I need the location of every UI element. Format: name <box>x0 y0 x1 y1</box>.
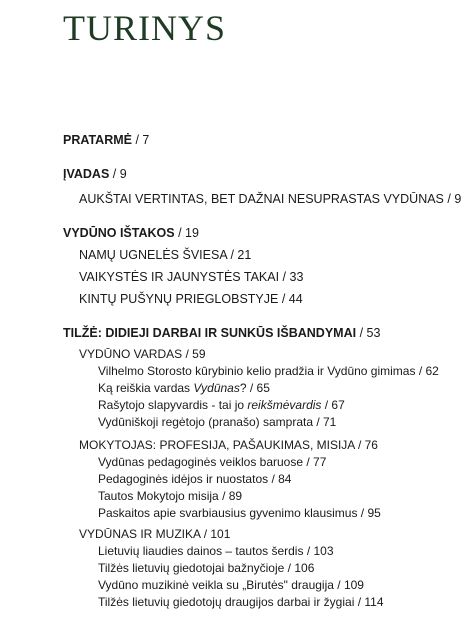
toc-subsection <box>98 454 326 470</box>
toc-entry-title: Vydūnas pedagoginės veiklos baruose <box>98 455 304 469</box>
toc-page-number: / 44 <box>281 292 303 306</box>
toc-page-number: / 19 <box>178 226 199 240</box>
toc-entry-title: NAMŲ UGNELĖS ŠVIESA <box>79 248 227 262</box>
toc-page-number: / 21 <box>230 248 252 262</box>
toc-page-number: / 59 <box>185 347 206 361</box>
toc-entry-title-start: Rašytojo slapyvardis - tai jo <box>98 398 248 412</box>
toc-page-number: / 106 <box>287 561 315 575</box>
toc-entry-title: Paskaitos apie svarbiausius gyvenimo klausimus <box>98 506 358 520</box>
toc-part-istakos <box>63 225 199 241</box>
toc-entry-title: MOKYTOJAS: PROFESIJA, PAŠAUKIMAS, MISIJA <box>79 438 355 452</box>
toc-chapter <box>79 247 251 263</box>
toc-page-number: / 33 <box>282 270 304 284</box>
toc-entry-title-end: ? <box>239 381 247 395</box>
toc-page-number: / 103 <box>306 544 334 558</box>
toc-entry-title-start: Ką reiškia vardas <box>98 381 194 395</box>
toc-entry-title: Pedagoginės idėjos ir nuostatos <box>98 472 269 486</box>
toc-entry-title: VYDŪNAS IR MUZIKA <box>79 527 201 541</box>
toc-page-number: / 9 <box>112 167 127 181</box>
toc-page-number: / 76 <box>357 438 378 452</box>
toc-entry-title: AUKŠTAI VERTINTAS, BET DAŽNAI NESUPRASTAS VYDŪNAS <box>79 192 444 206</box>
toc-entry-title: Tautos Mokytojo misija <box>98 489 219 503</box>
toc-subsection <box>98 560 314 576</box>
toc-entry-title: Vydūniškoji regėtojo (pranašo) samprata <box>98 415 313 429</box>
toc-entry-title: Tilžės lietuvių giedotojai bažnyčioje <box>98 561 285 575</box>
toc-entry-title: Tilžės lietuvių giedotojų draugijos darbai ir žygiai <box>98 595 355 609</box>
toc-page-number: / 95 <box>360 506 381 520</box>
toc-page-number: / 7 <box>135 133 150 147</box>
toc-chapter <box>79 526 230 542</box>
toc-page-number: / 62 <box>418 364 439 378</box>
toc-entry-title: ĮVADAS <box>63 167 110 181</box>
toc-part-ivadas <box>63 166 127 182</box>
toc-entry-title-emphasis: Vydūnas <box>193 381 240 395</box>
toc-part-tilze <box>63 325 380 341</box>
toc-page-number: / 77 <box>306 455 327 469</box>
toc-entry-title: Vydūno muzikinė veikla su „Birutės" draugija <box>98 578 334 592</box>
toc-entry-title: VAIKYSTĖS IR JAUNYSTĖS TAKAI <box>79 270 280 284</box>
toc-subsection <box>98 505 381 521</box>
page-title: TURINYS <box>63 8 227 48</box>
toc-entry-title: VYDŪNO IŠTAKOS <box>63 226 175 240</box>
toc-chapter <box>79 291 303 307</box>
toc-subsection <box>98 488 242 504</box>
toc-page-number: / 114 <box>357 595 384 609</box>
toc-subsection <box>98 577 364 593</box>
toc-subsection <box>98 397 345 413</box>
toc-part-pratarme <box>63 132 149 148</box>
toc-subsection <box>98 594 384 610</box>
toc-subsection <box>98 380 270 396</box>
toc-entry-title: PRATARMĖ <box>63 133 132 147</box>
toc-entry-title: Vilhelmo Storosto kūrybinio kelio pradžia ir Vydūno gimimas <box>98 364 416 378</box>
toc-page-number: / 53 <box>359 326 381 340</box>
toc-entry-title: VYDŪNO VARDAS <box>79 347 183 361</box>
toc-entry-title-emphasis: reikšmėvardis <box>247 398 322 412</box>
toc-page-number: / 89 <box>222 489 243 503</box>
toc-chapter <box>79 269 303 285</box>
toc-chapter <box>79 437 378 453</box>
toc-page-number: / 84 <box>271 472 292 486</box>
toc-entry-title: KINTŲ PUŠYNŲ PRIEGLOBSTYJE <box>79 292 279 306</box>
toc-page-number: / 9 <box>447 192 462 206</box>
toc-page-number: / 71 <box>316 415 337 429</box>
toc-page-number: / 67 <box>324 398 345 412</box>
toc-entry-title: Lietuvių liaudies dainos – tautos šerdis <box>98 544 304 558</box>
toc-subsection <box>98 363 439 379</box>
toc-chapter <box>79 346 206 362</box>
toc-page-number: / 65 <box>249 381 270 395</box>
toc-chapter <box>79 191 461 207</box>
toc-page-number: / 109 <box>337 578 364 592</box>
toc-entry-title: TILŽĖ: DIDIEJI DARBAI IR SUNKŪS IŠBANDYMAI <box>63 326 357 340</box>
toc-page-number: / 101 <box>203 527 231 541</box>
toc-subsection <box>98 471 291 487</box>
toc-subsection <box>98 543 334 559</box>
toc-subsection <box>98 414 336 430</box>
